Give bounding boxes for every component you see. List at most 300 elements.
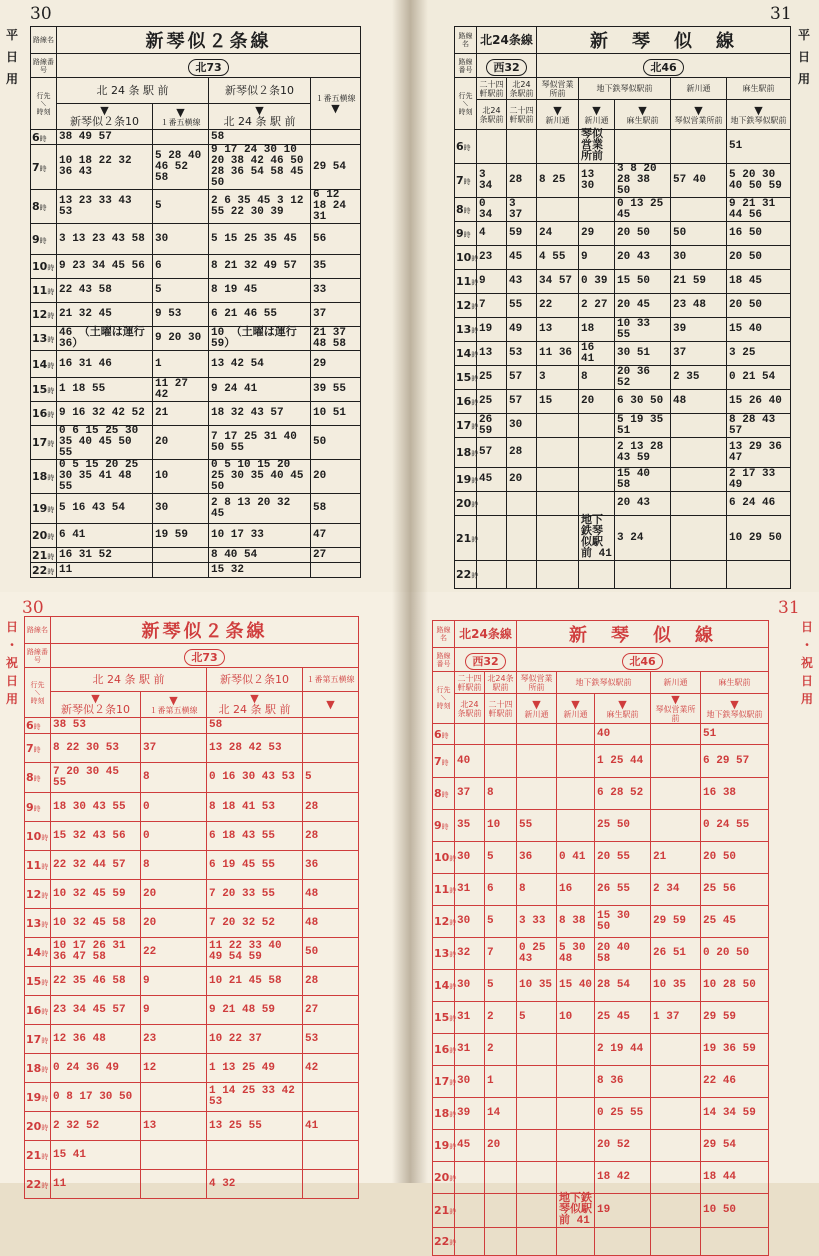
- hour-row: [25, 1112, 359, 1141]
- hour-cell: 20時: [455, 492, 477, 516]
- departure-minutes-cell: [557, 1228, 595, 1256]
- departure-minutes-cell: 20 40 58: [595, 938, 651, 970]
- departure-minutes-cell: 4 55: [537, 246, 579, 270]
- departure-minutes-cell: 2 17 33 49: [727, 468, 791, 492]
- departure-minutes-cell: 28: [303, 822, 359, 851]
- departure-minutes-cell: [141, 1083, 207, 1112]
- departure-minutes-cell: [651, 1098, 701, 1130]
- departure-minutes-cell: 39 55: [311, 378, 361, 402]
- departure-minutes-cell: 31: [455, 1002, 485, 1034]
- departure-minutes-cell: 5 19 35 51: [615, 414, 671, 438]
- hour-row: [433, 1130, 769, 1162]
- departure-minutes-cell: 0 16 30 43 53: [207, 763, 303, 793]
- departure-minutes-cell: 30: [455, 906, 485, 938]
- departure-minutes-cell: [517, 1228, 557, 1256]
- hour-cell: 15時: [25, 967, 51, 996]
- departure-minutes-cell: 23 48: [671, 294, 727, 318]
- departure-minutes-cell: 50: [671, 222, 727, 246]
- departure-minutes-cell: 9 21 31 44 56: [727, 198, 791, 222]
- hour-cell: 18時: [25, 1054, 51, 1083]
- departure-minutes-cell: 3 34: [477, 164, 507, 198]
- hour-cell: 15時: [31, 378, 57, 402]
- arrow-down-icon: ▼: [694, 103, 703, 117]
- departure-minutes-cell: 26 59: [477, 414, 507, 438]
- departure-minutes-cell: 31: [455, 874, 485, 906]
- departure-minutes-cell: [455, 1194, 485, 1228]
- departure-minutes-cell: 2 13 28 43 59: [615, 438, 671, 468]
- departure-minutes-cell: [517, 745, 557, 778]
- arrow-down-icon: ▼: [255, 104, 264, 117]
- departure-minutes-cell: 5: [517, 1002, 557, 1034]
- hour-cell: 14時: [455, 342, 477, 366]
- hour-row: [25, 1141, 359, 1170]
- departure-minutes-cell: 35: [311, 255, 361, 279]
- departure-minutes-cell: 7 20 32 52: [207, 909, 303, 938]
- hour-row: [31, 224, 361, 255]
- page-number: 30: [22, 598, 44, 618]
- departure-minutes-cell: [311, 130, 361, 145]
- hour-cell: 16時: [455, 390, 477, 414]
- departure-minutes-cell: 8: [141, 763, 207, 793]
- departure-minutes-cell: [537, 438, 579, 468]
- departure-minutes-cell: 5: [485, 906, 517, 938]
- departure-minutes-cell: 13: [477, 342, 507, 366]
- departure-minutes-cell: [727, 561, 791, 589]
- departure-minutes-cell: 18 45: [727, 270, 791, 294]
- departure-minutes-cell: [537, 516, 579, 561]
- departure-minutes-cell: 0 41: [557, 842, 595, 874]
- departure-minutes-cell: 10 18 22 32 36 43: [57, 145, 153, 190]
- hour-row: [31, 130, 361, 145]
- departure-minutes-cell: 2 34: [651, 874, 701, 906]
- hour-row: [31, 378, 361, 402]
- departure-minutes-cell: 7 20 30 45 55: [51, 763, 141, 793]
- departure-minutes-cell: 3 13 23 43 58: [57, 224, 153, 255]
- hour-cell: 6時: [31, 130, 57, 145]
- departure-minutes-cell: 10 32 45 59: [51, 880, 141, 909]
- hour-cell: 10時: [433, 842, 455, 874]
- day-type-label: 平 日 用: [797, 28, 810, 86]
- departure-minutes-cell: 20: [485, 1130, 517, 1162]
- departure-minutes-cell: 8: [141, 851, 207, 880]
- departure-minutes-cell: 15 30 50: [595, 906, 651, 938]
- departure-minutes-cell: 57: [477, 438, 507, 468]
- departure-minutes-cell: [701, 1228, 769, 1256]
- departure-minutes-cell: 20 50: [727, 246, 791, 270]
- hour-cell: 15時: [455, 366, 477, 390]
- departure-minutes-cell: 38 53: [51, 718, 141, 734]
- departure-minutes-cell: 46 （土曜は運行36）: [57, 327, 153, 351]
- departure-minutes-cell: 20 52: [595, 1130, 651, 1162]
- hour-cell: 19時: [433, 1130, 455, 1162]
- departure-minutes-cell: [485, 1194, 517, 1228]
- departure-minutes-cell: 30: [671, 246, 727, 270]
- departure-minutes-cell: 27: [303, 996, 359, 1025]
- departure-minutes-cell: [141, 1141, 207, 1170]
- departure-minutes-cell: 48: [303, 880, 359, 909]
- page-30-weekday: [0, 0, 410, 592]
- departure-minutes-cell: 8 38: [557, 906, 595, 938]
- departure-minutes-cell: 9 53: [153, 303, 209, 327]
- destination-header: 新川通: [651, 672, 701, 694]
- departure-minutes-cell: [671, 516, 727, 561]
- hour-cell: 21時: [31, 548, 57, 563]
- hour-row: [433, 906, 769, 938]
- hour-row: [433, 970, 769, 1002]
- destination-via: ▼ 北 24 条 駅 前: [207, 692, 303, 718]
- departure-minutes-cell: 10 28 50: [701, 970, 769, 1002]
- departure-minutes-cell: 21 32 45: [57, 303, 153, 327]
- departure-minutes-cell: 10 22 37: [207, 1025, 303, 1054]
- departure-minutes-cell: 26 51: [651, 938, 701, 970]
- departure-minutes-cell: 37: [141, 734, 207, 763]
- departure-minutes-cell: 30: [455, 842, 485, 874]
- hour-cell: 16時: [433, 1034, 455, 1066]
- route-badge: 北73: [184, 649, 224, 666]
- departure-minutes-cell: 48: [303, 909, 359, 938]
- departure-minutes-cell: 18 32 43 57: [209, 402, 311, 426]
- hour-row: [433, 874, 769, 906]
- departure-minutes-cell: [517, 778, 557, 810]
- hour-row: [455, 468, 791, 492]
- departure-minutes-cell: 6 29 57: [701, 745, 769, 778]
- hour-row: [31, 279, 361, 303]
- departure-minutes-cell: 10 29 50: [727, 516, 791, 561]
- departure-minutes-cell: 13 42 54: [209, 351, 311, 378]
- departure-minutes-cell: 2 6 35 45 3 12 55 22 30 39: [209, 190, 311, 224]
- departure-minutes-cell: 0 25 43: [517, 938, 557, 970]
- departure-minutes-cell: 16 31 46: [57, 351, 153, 378]
- departure-minutes-cell: 0 24 55: [701, 810, 769, 842]
- departure-minutes-cell: 50: [303, 938, 359, 967]
- departure-minutes-cell: 22 35 46 58: [51, 967, 141, 996]
- departure-minutes-cell: [303, 734, 359, 763]
- hour-cell: 20時: [433, 1162, 455, 1194]
- departure-minutes-cell: [153, 548, 209, 563]
- destination-header: 地下鉄琴似駅前: [557, 672, 651, 694]
- hour-row: [433, 1098, 769, 1130]
- departure-minutes-cell: 45: [477, 468, 507, 492]
- hour-row: [455, 492, 791, 516]
- departure-minutes-cell: 42: [303, 1054, 359, 1083]
- departure-minutes-cell: [485, 1162, 517, 1194]
- hour-cell: 13時: [455, 318, 477, 342]
- destination-via: 北24条駅前: [477, 100, 507, 130]
- route-badge: 北73: [188, 59, 228, 76]
- departure-minutes-cell: 15 40: [727, 318, 791, 342]
- hour-cell: 14時: [433, 970, 455, 1002]
- hour-row: [433, 1228, 769, 1256]
- destination-header: 地下鉄琴似駅前: [579, 78, 671, 100]
- departure-minutes-cell: [671, 438, 727, 468]
- departure-minutes-cell: 10 50: [701, 1194, 769, 1228]
- departure-minutes-cell: 9: [141, 996, 207, 1025]
- timetable-weekday-shinkotoni-2jo: [30, 26, 361, 578]
- departure-minutes-cell: 25: [477, 366, 507, 390]
- departure-minutes-cell: 30: [455, 1066, 485, 1098]
- departure-minutes-cell: 2 19 44: [595, 1034, 651, 1066]
- departure-minutes-cell: 18 30 43 55: [51, 793, 141, 822]
- departure-minutes-cell: 22 32 44 57: [51, 851, 141, 880]
- arrow-down-icon: ▼: [532, 697, 541, 711]
- route-number-label: 路線番号: [25, 644, 51, 668]
- departure-minutes-cell: 6: [485, 874, 517, 906]
- departure-minutes-cell: [477, 130, 507, 164]
- hour-cell: 22時: [31, 563, 57, 578]
- departure-minutes-cell: [651, 724, 701, 745]
- hour-row: [433, 724, 769, 745]
- departure-minutes-cell: [455, 1228, 485, 1256]
- departure-minutes-cell: 6 24 46: [727, 492, 791, 516]
- hour-row: [455, 516, 791, 561]
- departure-minutes-cell: [517, 1098, 557, 1130]
- departure-minutes-cell: 11 36: [537, 342, 579, 366]
- departure-minutes-cell: 8 18 41 53: [207, 793, 303, 822]
- hour-cell: 12時: [31, 303, 57, 327]
- departure-minutes-cell: 39: [671, 318, 727, 342]
- departure-minutes-cell: 5 30 48: [557, 938, 595, 970]
- departure-minutes-cell: [537, 198, 579, 222]
- destination-group: 新琴似２条10: [209, 78, 311, 104]
- departure-minutes-cell: [557, 1130, 595, 1162]
- departure-minutes-cell: 8 40 54: [209, 548, 311, 563]
- departure-minutes-cell: 22 46: [701, 1066, 769, 1098]
- arrow-down-icon: ▼: [176, 105, 185, 119]
- departure-minutes-cell: 18 44: [701, 1162, 769, 1194]
- destination-via: ▼ 地下鉄琴似駅前: [727, 100, 791, 130]
- departure-minutes-cell: 29: [579, 222, 615, 246]
- departure-minutes-cell: 12: [141, 1054, 207, 1083]
- destination-via: ▼ 琴似営業所前: [671, 100, 727, 130]
- gutter-shadow: [410, 0, 428, 592]
- page-31-weekday: [410, 0, 819, 592]
- departure-minutes-cell: [485, 1228, 517, 1256]
- departure-minutes-cell: 13 23 33 43 53: [57, 190, 153, 224]
- hour-row: [25, 763, 359, 793]
- departure-minutes-cell: 39: [455, 1098, 485, 1130]
- departure-minutes-cell: 5 16 43 54: [57, 494, 153, 524]
- arrow-down-icon: ▼: [638, 103, 647, 117]
- departure-minutes-cell: [517, 1066, 557, 1098]
- departure-minutes-cell: [579, 414, 615, 438]
- departure-minutes-cell: 1: [153, 351, 209, 378]
- destination-via: ▼ 新川通: [557, 694, 595, 724]
- departure-minutes-cell: [651, 1228, 701, 1256]
- hour-row: [25, 880, 359, 909]
- departure-minutes-cell: 53: [303, 1025, 359, 1054]
- page-31-holiday: [410, 592, 819, 1248]
- departure-minutes-cell: 0: [141, 793, 207, 822]
- departure-minutes-cell: [311, 563, 361, 578]
- departure-minutes-cell: 20: [141, 909, 207, 938]
- departure-minutes-cell: 28: [507, 164, 537, 198]
- departure-minutes-cell: [485, 724, 517, 745]
- departure-minutes-cell: 1 14 25 33 42 53: [207, 1083, 303, 1112]
- departure-minutes-cell: [141, 718, 207, 734]
- hour-row: [433, 1066, 769, 1098]
- destination-time-label: 行先 ⟍ 時刻: [455, 78, 477, 130]
- departure-minutes-cell: 1 37: [651, 1002, 701, 1034]
- arrow-down-icon: ▼: [553, 103, 562, 117]
- hour-cell: 13時: [433, 938, 455, 970]
- destination-time-label: 行先 ⟍ 時刻: [433, 672, 455, 724]
- hour-cell: 12時: [25, 880, 51, 909]
- departure-minutes-cell: 11 27 42: [153, 378, 209, 402]
- hour-cell: 17時: [31, 426, 57, 460]
- departure-minutes-cell: [651, 810, 701, 842]
- departure-minutes-cell: 9 21 48 59: [207, 996, 303, 1025]
- departure-minutes-cell: 22 43 58: [57, 279, 153, 303]
- departure-minutes-cell: [579, 198, 615, 222]
- departure-minutes-cell: 20: [507, 468, 537, 492]
- hour-cell: 9時: [455, 222, 477, 246]
- departure-minutes-cell: [671, 492, 727, 516]
- departure-minutes-cell: 30: [153, 494, 209, 524]
- departure-minutes-cell: 2: [485, 1034, 517, 1066]
- departure-minutes-cell: 10: [153, 460, 209, 494]
- arrow-down-icon: ▼: [754, 103, 763, 117]
- departure-minutes-cell: 地下鉄琴似駅前 41: [579, 516, 615, 561]
- departure-minutes-cell: [651, 1034, 701, 1066]
- departure-minutes-cell: 7: [485, 938, 517, 970]
- departure-minutes-cell: 23 34 45 57: [51, 996, 141, 1025]
- departure-minutes-cell: 0 6 15 25 30 35 40 45 50 55: [57, 426, 153, 460]
- departure-minutes-cell: 25: [477, 390, 507, 414]
- hour-cell: 22時: [25, 1170, 51, 1199]
- hour-row: [433, 1034, 769, 1066]
- route-name-label: 路線名: [455, 27, 477, 54]
- destination-via: ▼ 北 24 条 駅 前: [209, 104, 311, 130]
- departure-minutes-cell: 3 24: [615, 516, 671, 561]
- hour-cell: 11時: [25, 851, 51, 880]
- departure-minutes-cell: 2 32 52: [51, 1112, 141, 1141]
- departure-minutes-cell: 4: [477, 222, 507, 246]
- departure-minutes-cell: [455, 1162, 485, 1194]
- departure-minutes-cell: 20 50: [727, 294, 791, 318]
- route-name-label: 路線名: [25, 617, 51, 644]
- departure-minutes-cell: 21 59: [671, 270, 727, 294]
- departure-minutes-cell: 20: [579, 390, 615, 414]
- departure-minutes-cell: 20 50: [615, 222, 671, 246]
- hour-row: [433, 1194, 769, 1228]
- route-badge-left: 西32: [486, 59, 526, 76]
- departure-minutes-cell: 51: [701, 724, 769, 745]
- departure-minutes-cell: 1 13 25 49: [207, 1054, 303, 1083]
- departure-minutes-cell: 0 25 55: [595, 1098, 651, 1130]
- departure-minutes-cell: [537, 468, 579, 492]
- departure-minutes-cell: 19 59: [153, 524, 209, 548]
- departure-minutes-cell: 1 18 55: [57, 378, 153, 402]
- departure-minutes-cell: [651, 1066, 701, 1098]
- hour-cell: 21時: [455, 516, 477, 561]
- departure-minutes-cell: 9 16 32 42 52: [57, 402, 153, 426]
- departure-minutes-cell: 20: [141, 880, 207, 909]
- hour-cell: 12時: [433, 906, 455, 938]
- hour-row: [433, 938, 769, 970]
- hour-cell: 17時: [433, 1066, 455, 1098]
- departure-minutes-cell: 5: [485, 970, 517, 1002]
- hour-row: [25, 1170, 359, 1199]
- hour-cell: 11時: [433, 874, 455, 906]
- destination-via: [303, 692, 359, 718]
- departure-minutes-cell: [507, 516, 537, 561]
- departure-minutes-cell: [537, 414, 579, 438]
- hour-cell: 20時: [25, 1112, 51, 1141]
- hour-cell: 17時: [25, 1025, 51, 1054]
- departure-minutes-cell: 43: [507, 270, 537, 294]
- gutter-shadow: [392, 592, 410, 1183]
- arrow-down-icon: ▼: [592, 103, 601, 117]
- hour-row: [25, 1054, 359, 1083]
- departure-minutes-cell: 45: [455, 1130, 485, 1162]
- departure-minutes-cell: 5: [153, 279, 209, 303]
- departure-minutes-cell: [537, 492, 579, 516]
- hour-cell: 12時: [455, 294, 477, 318]
- departure-minutes-cell: 48: [671, 390, 727, 414]
- hour-row: [433, 1162, 769, 1194]
- departure-minutes-cell: [671, 130, 727, 164]
- departure-minutes-cell: 20: [311, 460, 361, 494]
- hour-cell: 19時: [31, 494, 57, 524]
- departure-minutes-cell: 20 55: [595, 842, 651, 874]
- hour-cell: 14時: [31, 351, 57, 378]
- departure-minutes-cell: 16 41: [579, 342, 615, 366]
- page-number: 31: [770, 4, 792, 24]
- arrow-down-icon: ▼: [671, 693, 680, 706]
- hour-row: [31, 255, 361, 279]
- hour-row: [455, 222, 791, 246]
- departure-minutes-cell: 37: [671, 342, 727, 366]
- hour-row: [25, 909, 359, 938]
- destination-header: 北24条駅前: [507, 78, 537, 100]
- destination-group: 北 24 条 駅 前: [57, 78, 209, 104]
- destination-group: １番第五横線: [303, 668, 359, 692]
- departure-minutes-cell: 58: [207, 718, 303, 734]
- hour-cell: 15時: [433, 1002, 455, 1034]
- departure-minutes-cell: 15: [537, 390, 579, 414]
- departure-minutes-cell: 59: [507, 222, 537, 246]
- departure-minutes-cell: 36: [517, 842, 557, 874]
- hour-row: [25, 1025, 359, 1054]
- hour-cell: 7時: [31, 145, 57, 190]
- timetable-holiday-shinkotoni-2jo: [24, 616, 359, 1199]
- hour-cell: 10時: [455, 246, 477, 270]
- departure-minutes-cell: 35: [455, 810, 485, 842]
- departure-minutes-cell: 20 43: [615, 246, 671, 270]
- departure-minutes-cell: 0 20 50: [701, 938, 769, 970]
- departure-minutes-cell: 36: [303, 851, 359, 880]
- departure-minutes-cell: 8 36: [595, 1066, 651, 1098]
- departure-minutes-cell: [651, 1162, 701, 1194]
- departure-minutes-cell: [579, 438, 615, 468]
- departure-minutes-cell: [557, 1066, 595, 1098]
- departure-minutes-cell: 9: [477, 270, 507, 294]
- departure-minutes-cell: 20 43: [615, 492, 671, 516]
- departure-minutes-cell: 16: [557, 874, 595, 906]
- departure-minutes-cell: [579, 561, 615, 589]
- arrow-down-icon: ▼: [618, 697, 627, 711]
- hour-row: [31, 494, 361, 524]
- hour-row: [455, 246, 791, 270]
- hour-row: [25, 938, 359, 967]
- destination-via: ▼ １番五横線: [153, 104, 209, 130]
- departure-minutes-cell: 13 29 36 47: [727, 438, 791, 468]
- hour-row: [455, 561, 791, 589]
- route-name-label: 路線名: [433, 621, 455, 648]
- departure-minutes-cell: 9: [579, 246, 615, 270]
- departure-minutes-cell: 29 54: [701, 1130, 769, 1162]
- destination-group: １番五横線 ▼: [311, 78, 361, 130]
